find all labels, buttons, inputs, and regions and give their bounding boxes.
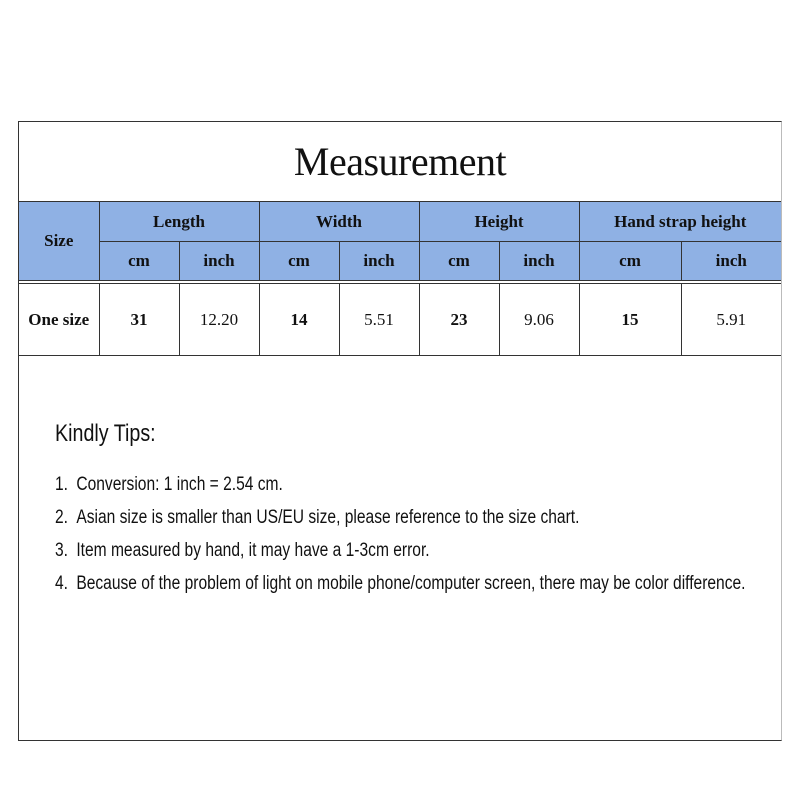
unit-header: inch xyxy=(339,242,419,281)
length-cm-cell: 31 xyxy=(99,284,179,356)
height-cm-cell: 23 xyxy=(419,284,499,356)
group-header-height: Height xyxy=(419,202,579,242)
group-header-hand-strap-height: Hand strap height xyxy=(579,202,781,242)
size-table xyxy=(19,201,781,356)
strap-cm-cell: 15 xyxy=(579,284,681,356)
unit-header: cm xyxy=(99,242,179,281)
group-header-length: Length xyxy=(99,202,259,242)
table-row xyxy=(19,284,781,356)
header-row-units xyxy=(19,242,781,281)
length-inch-cell: 12.20 xyxy=(179,284,259,356)
tips-title: Kindly Tips: xyxy=(55,420,156,447)
header-row-groups xyxy=(19,202,781,242)
measurement-sheet xyxy=(18,121,782,741)
tip-text: Because of the problem of light on mobile phone/computer screen, there may be color difference. xyxy=(76,573,746,594)
tip-text: Item measured by hand, it may have a 1-3cm error. xyxy=(76,540,430,561)
tip-number: 2. xyxy=(55,507,69,528)
unit-header: cm xyxy=(419,242,499,281)
height-inch-cell: 9.06 xyxy=(499,284,579,356)
tips-list xyxy=(55,468,755,600)
list-item xyxy=(55,468,755,501)
width-inch-cell: 5.51 xyxy=(339,284,419,356)
tip-number: 3. xyxy=(55,540,69,561)
unit-header: inch xyxy=(681,242,781,281)
tip-number: 1. xyxy=(55,474,69,495)
page-title: Measurement xyxy=(293,139,507,184)
title-row xyxy=(19,122,781,202)
unit-header: inch xyxy=(499,242,579,281)
tips-section xyxy=(55,420,755,600)
unit-header: cm xyxy=(259,242,339,281)
tip-text: Asian size is smaller than US/EU size, please reference to the size chart. xyxy=(76,507,580,528)
unit-header: cm xyxy=(579,242,681,281)
tip-text: Conversion: 1 inch = 2.54 cm. xyxy=(76,474,283,495)
size-header: Size xyxy=(19,202,99,281)
unit-header: inch xyxy=(179,242,259,281)
width-cm-cell: 14 xyxy=(259,284,339,356)
group-header-width: Width xyxy=(259,202,419,242)
list-item xyxy=(55,534,755,567)
list-item xyxy=(55,501,755,534)
strap-inch-cell: 5.91 xyxy=(681,284,781,356)
row-label: One size xyxy=(19,284,99,356)
tip-number: 4. xyxy=(55,573,69,594)
list-item xyxy=(55,567,755,600)
